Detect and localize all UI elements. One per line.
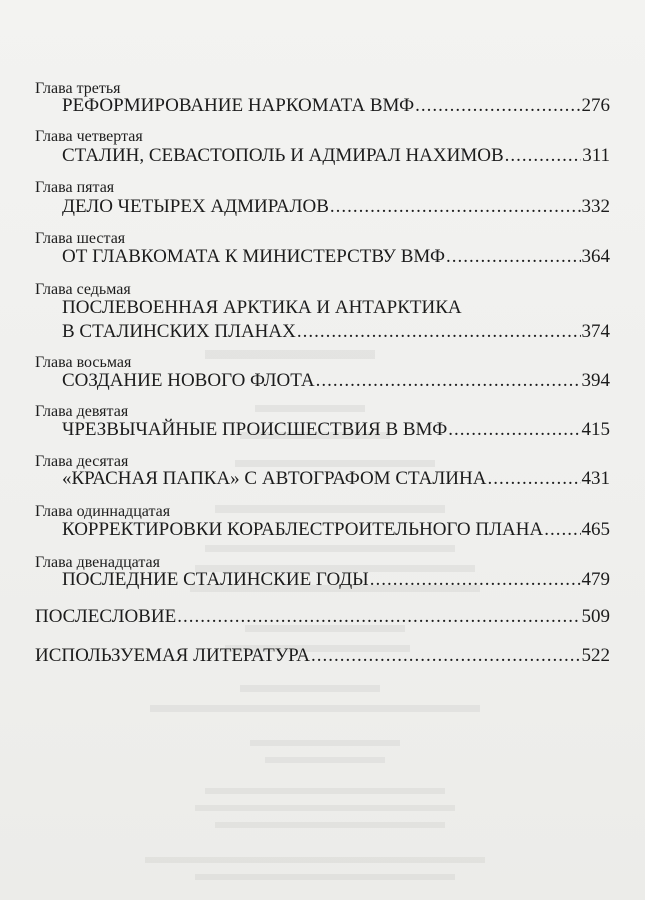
dot-leader [544, 519, 580, 541]
chapter-entry[interactable] [62, 519, 610, 541]
chapter-label: Глава двенадцатая [35, 554, 160, 571]
page-number: 509 [581, 606, 610, 627]
chapter-title: ОТ ГЛАВКОМАТА К МИНИСТЕРСТВУ ВМФ [62, 246, 446, 267]
chapter-title: «КРАСНАЯ ПАПКА» С АВТОГРАФОМ СТАЛИНА [62, 468, 487, 489]
chapter-label: Глава десятая [35, 453, 129, 470]
page-number: 374 [581, 321, 610, 342]
chapter-label: Глава восьмая [35, 354, 132, 371]
chapter-label: Глава четвертая [35, 128, 143, 145]
chapter-title: КОРРЕКТИРОВКИ КОРАБЛЕСТРОИТЕЛЬНОГО ПЛАНА [62, 519, 544, 540]
chapter-title-line1[interactable]: ПОСЛЕВОЕННАЯ АРКТИКА И АНТАРКТИКА [62, 297, 462, 318]
chapter-title: ДЕЛО ЧЕТЫРЕХ АДМИРАЛОВ [62, 196, 329, 217]
chapter-label: Глава седьмая [35, 281, 131, 298]
chapter-entry[interactable] [62, 246, 610, 268]
dot-leader [316, 370, 581, 392]
dot-leader [311, 645, 580, 667]
dot-leader [487, 468, 580, 490]
afterword-title: ПОСЛЕСЛОВИЕ [35, 606, 177, 627]
dot-leader [177, 606, 580, 628]
dot-leader [297, 321, 581, 343]
page-number: 431 [581, 468, 610, 489]
chapter-title: РЕФОРМИРОВАНИЕ НАРКОМАТА ВМФ [62, 95, 415, 116]
page-number: 415 [581, 419, 610, 440]
chapter-title: В СТАЛИНСКИХ ПЛАНАХ [62, 321, 296, 342]
chapter-entry[interactable] [62, 370, 610, 392]
chapter-title: СТАЛИН, СЕВАСТОПОЛЬ И АДМИРАЛ НАХИМОВ [62, 145, 504, 166]
page-number: 479 [581, 569, 610, 590]
page-number: 311 [582, 145, 610, 166]
page-number: 465 [581, 519, 610, 540]
page-number: 522 [581, 645, 610, 666]
chapter-title: ЧРЕЗВЫЧАЙНЫЕ ПРОИСШЕСТВИЯ В ВМФ [62, 419, 448, 440]
dot-leader [505, 145, 582, 167]
chapter-title: ПОСЛЕДНИЕ СТАЛИНСКИЕ ГОДЫ [62, 569, 369, 590]
chapter-entry[interactable] [62, 145, 610, 167]
dot-leader [415, 95, 580, 117]
chapter-entry[interactable] [62, 321, 610, 343]
dot-leader [370, 569, 581, 591]
dot-leader [446, 246, 580, 268]
chapter-entry[interactable] [62, 196, 610, 218]
chapter-label: Глава девятая [35, 403, 129, 420]
chapter-entry[interactable] [62, 419, 610, 441]
literature-entry[interactable] [35, 645, 610, 667]
page-number: 276 [581, 95, 610, 116]
dot-leader [448, 419, 580, 441]
chapter-entry[interactable] [62, 569, 610, 591]
chapter-entry[interactable] [62, 468, 610, 490]
chapter-label: Глава одиннадцатая [35, 503, 171, 520]
dot-leader [330, 196, 581, 218]
page-number: 394 [581, 370, 610, 391]
chapter-title: СОЗДАНИЕ НОВОГО ФЛОТА [62, 370, 315, 391]
page-number: 332 [581, 196, 610, 217]
chapter-entry[interactable] [62, 95, 610, 117]
chapter-label: Глава пятая [35, 179, 115, 196]
chapter-label: Глава третья [35, 80, 121, 97]
afterword-entry[interactable] [35, 606, 610, 628]
chapter-label: Глава шестая [35, 230, 126, 247]
page-number: 364 [581, 246, 610, 267]
literature-title: ИСПОЛЬЗУЕМАЯ ЛИТЕРАТУРА [35, 645, 311, 666]
